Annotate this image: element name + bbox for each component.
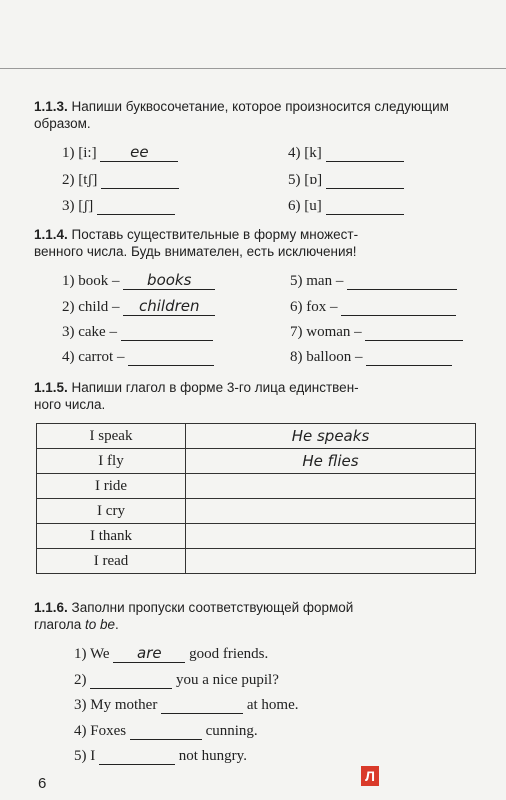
list-item	[62, 172, 179, 192]
item-text: at home.	[246, 697, 299, 713]
list-item	[62, 198, 175, 218]
table-row	[37, 424, 476, 449]
list-item	[62, 299, 215, 319]
exercise-number: 1.1.3.	[34, 99, 68, 114]
item-label: 1) book –	[62, 273, 120, 289]
answer-blank[interactable]	[365, 324, 463, 341]
answer-blank[interactable]	[341, 299, 456, 316]
answer-blank[interactable]	[121, 324, 213, 341]
list-item	[74, 748, 247, 768]
item-label: 3) cake –	[62, 324, 117, 340]
answer-blank[interactable]	[113, 646, 185, 663]
verb-cell: I speak	[37, 424, 186, 449]
answer-cell[interactable]	[186, 549, 476, 574]
list-item	[62, 349, 214, 369]
answer-blank[interactable]	[123, 299, 215, 316]
item-label: 3) My mother	[74, 697, 158, 713]
answer-blank[interactable]	[90, 672, 172, 689]
exercise-instruction: Заполни пропуски соответствующей формой	[71, 600, 354, 615]
item-label: 8) balloon –	[290, 349, 363, 365]
exercise-number: 1.1.6.	[34, 600, 68, 615]
answer-blank[interactable]	[99, 748, 175, 765]
answer-cell[interactable]	[186, 449, 476, 474]
exercise-instruction: глагола	[34, 617, 85, 632]
list-item	[74, 672, 279, 692]
handwritten-answer: children	[138, 297, 200, 315]
item-label: 6) [u]	[288, 198, 322, 214]
answer-blank[interactable]	[128, 349, 214, 366]
answer-blank[interactable]	[326, 198, 404, 215]
item-text: you a nice pupil?	[176, 672, 279, 688]
answer-blank[interactable]	[100, 145, 178, 162]
exercise-instruction: Напиши буквосочетание, которое произносится следующим образом.	[34, 99, 449, 131]
answer-blank[interactable]	[130, 723, 202, 740]
list-item	[62, 145, 178, 165]
exercise-instruction: ного числа.	[34, 397, 106, 412]
handwritten-answer: are	[137, 644, 162, 662]
verb-cell: I thank	[37, 524, 186, 549]
exercise-instruction: Поставь существительные в форму множест-	[71, 227, 359, 242]
list-item	[290, 273, 457, 293]
list-item	[74, 723, 258, 743]
exercise-instruction: Напиши глагол в форме 3-го лица единствен-	[71, 380, 359, 395]
item-label: 2) [tʃ]	[62, 172, 98, 188]
handwritten-answer: books	[147, 271, 192, 289]
exercise-113-heading	[34, 98, 474, 132]
list-item	[288, 198, 404, 218]
item-label: 4) [k]	[288, 145, 322, 161]
verb-table	[36, 423, 476, 574]
exercise-instruction: венного числа. Будь внимателен, есть исключения!	[34, 244, 357, 259]
verb-cell: I ride	[37, 474, 186, 499]
answer-cell[interactable]	[186, 499, 476, 524]
table-row	[37, 549, 476, 574]
list-item	[290, 299, 456, 319]
answer-cell[interactable]	[186, 474, 476, 499]
table-row	[37, 499, 476, 524]
list-item	[288, 172, 404, 192]
table-row	[37, 449, 476, 474]
handwritten-answer: ee	[130, 143, 149, 161]
publisher-logo-icon: Л	[361, 766, 379, 786]
list-item	[74, 697, 298, 717]
handwritten-answer: He flies	[302, 451, 359, 470]
item-label: 4) carrot –	[62, 349, 125, 365]
exercise-114-heading	[34, 226, 474, 260]
exercise-instruction-italic: to be	[85, 617, 116, 632]
top-rule	[0, 68, 506, 69]
page-number: 6	[38, 775, 47, 792]
list-item	[62, 273, 215, 293]
verb-cell: I read	[37, 549, 186, 574]
item-label: 5) [ɒ]	[288, 172, 323, 188]
exercise-116-heading	[34, 599, 474, 633]
item-text: good friends.	[189, 646, 269, 662]
answer-blank[interactable]	[97, 198, 175, 215]
item-label: 7) woman –	[290, 324, 362, 340]
item-label: 5) man –	[290, 273, 344, 289]
exercise-number: 1.1.5.	[34, 380, 68, 395]
answer-blank[interactable]	[123, 273, 215, 290]
table-row	[37, 474, 476, 499]
answer-blank[interactable]	[101, 172, 179, 189]
item-label: 1) [i:]	[62, 145, 97, 161]
item-text: cunning.	[205, 723, 258, 739]
verb-cell: I cry	[37, 499, 186, 524]
answer-cell[interactable]	[186, 424, 476, 449]
list-item	[290, 349, 452, 369]
answer-blank[interactable]	[326, 145, 404, 162]
item-label: 2) child –	[62, 299, 120, 315]
exercise-number: 1.1.4.	[34, 227, 68, 242]
table-row	[37, 524, 476, 549]
answer-blank[interactable]	[161, 697, 243, 714]
verb-cell: I fly	[37, 449, 186, 474]
list-item	[62, 324, 213, 344]
item-label: 6) fox –	[290, 299, 338, 315]
exercise-instruction: .	[115, 617, 119, 632]
list-item	[74, 646, 268, 666]
item-text: not hungry.	[178, 748, 247, 764]
item-label: 3) [ʃ]	[62, 198, 94, 214]
list-item	[290, 324, 463, 344]
item-label: 4) Foxes	[74, 723, 127, 739]
answer-cell[interactable]	[186, 524, 476, 549]
answer-blank[interactable]	[347, 273, 457, 290]
handwritten-answer: He speaks	[291, 426, 370, 445]
answer-blank[interactable]	[366, 349, 452, 366]
list-item	[288, 145, 404, 165]
item-label: 1) We	[74, 646, 110, 662]
answer-blank[interactable]	[326, 172, 404, 189]
item-label: 5) I	[74, 748, 96, 764]
exercise-115-heading	[34, 379, 474, 413]
item-label: 2)	[74, 672, 87, 688]
